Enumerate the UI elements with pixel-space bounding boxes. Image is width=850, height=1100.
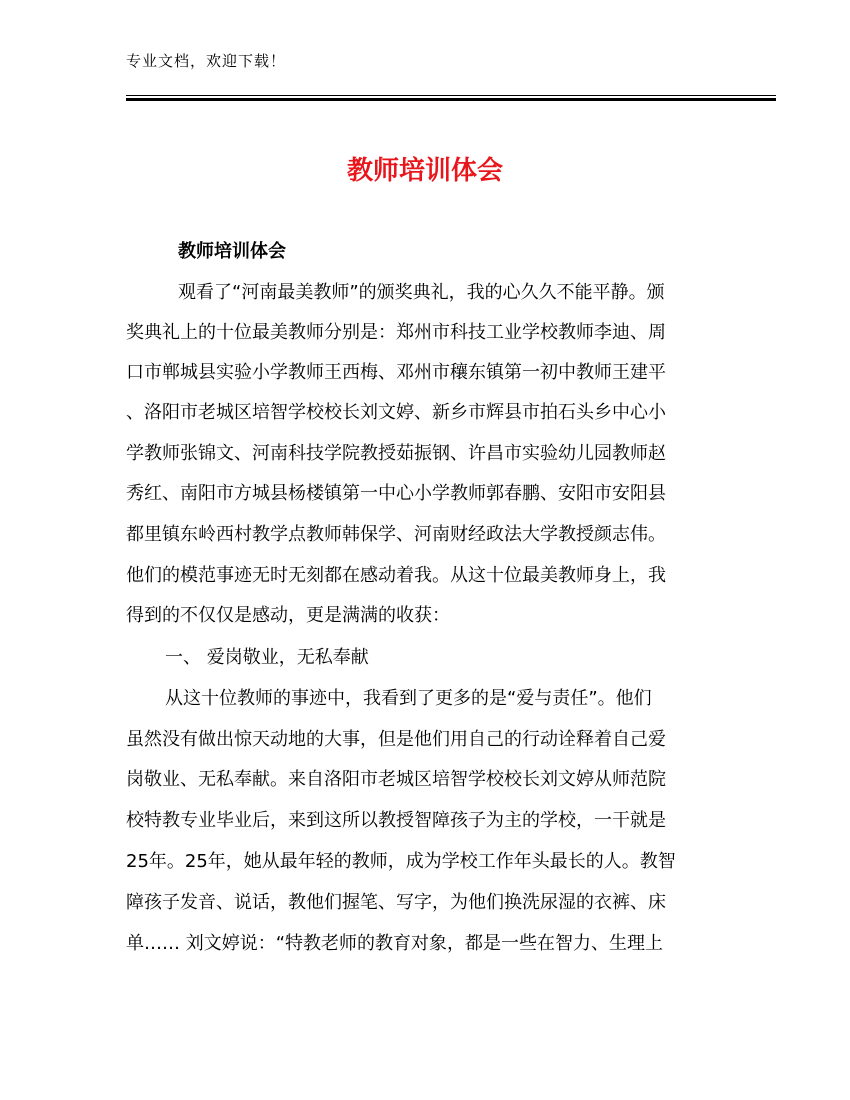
body-line: 学教师张锦文、河南科技学院教授茹振钢、许昌市实验幼儿园教师赵 [126, 443, 666, 464]
body-line: 他们的模范事迹无时无刻都在感动着我。从这十位最美教师身上，我 [126, 565, 666, 586]
body-line: 都里镇东岭西村教学点教师韩保学、河南财经政法大学教授颜志伟。 [126, 524, 666, 545]
body-line: 单…… 刘文婷说：“特教老师的教育对象，都是一些在智力、生理上 [126, 933, 664, 954]
header-rule-thick [126, 98, 776, 101]
body-line: 口市郸城县实验小学教师王西梅、邓州市穰东镇第一初中教师王建平 [126, 362, 666, 383]
body-line: 虽然没有做出惊天动地的大事，但是他们用自己的行动诠释着自己爱 [126, 729, 666, 750]
body-line: 岗敬业、无私奉献。来自洛阳市老城区培智学校校长刘文婷从师范院 [126, 769, 666, 790]
document-title: 教师培训体会 [346, 156, 503, 186]
body-line: 校特教专业毕业后，来到这所以教授智障孩子为主的学校，一干就是 [126, 810, 666, 831]
section-heading: 一、 爱岗敬业，无私奉献 [165, 647, 369, 668]
body-line: 观看了“河南最美教师”的颁奖典礼，我的心久久不能平静。颁 [178, 282, 665, 303]
body-line: 奖典礼上的十位最美教师分别是：郑州市科技工业学校教师李迪、周 [126, 322, 666, 343]
body-line: 25年。25年，她从最年轻的教师，成为学校工作年头最长的人。教智 [126, 851, 676, 872]
body-line: 障孩子发音、说话，教他们握笔、写字，为他们换洗尿湿的衣裤、床 [126, 892, 666, 913]
document-subtitle: 教师培训体会 [178, 241, 286, 262]
page-header-note: 专业文档，欢迎下载！ [126, 52, 287, 70]
body-line: 、洛阳市老城区培智学校校长刘文婷、新乡市辉县市拍石头乡中心小 [126, 402, 666, 423]
body-line: 从这十位教师的事迹中，我看到了更多的是“爱与责任”。他们 [165, 688, 652, 709]
body-line: 得到的不仅仅是感动，更是满满的收获： [126, 605, 450, 626]
header-rule-thin [126, 95, 776, 96]
body-line: 秀红、南阳市方城县杨楼镇第一中心小学教师郭春鹏、安阳市安阳县 [126, 483, 666, 504]
